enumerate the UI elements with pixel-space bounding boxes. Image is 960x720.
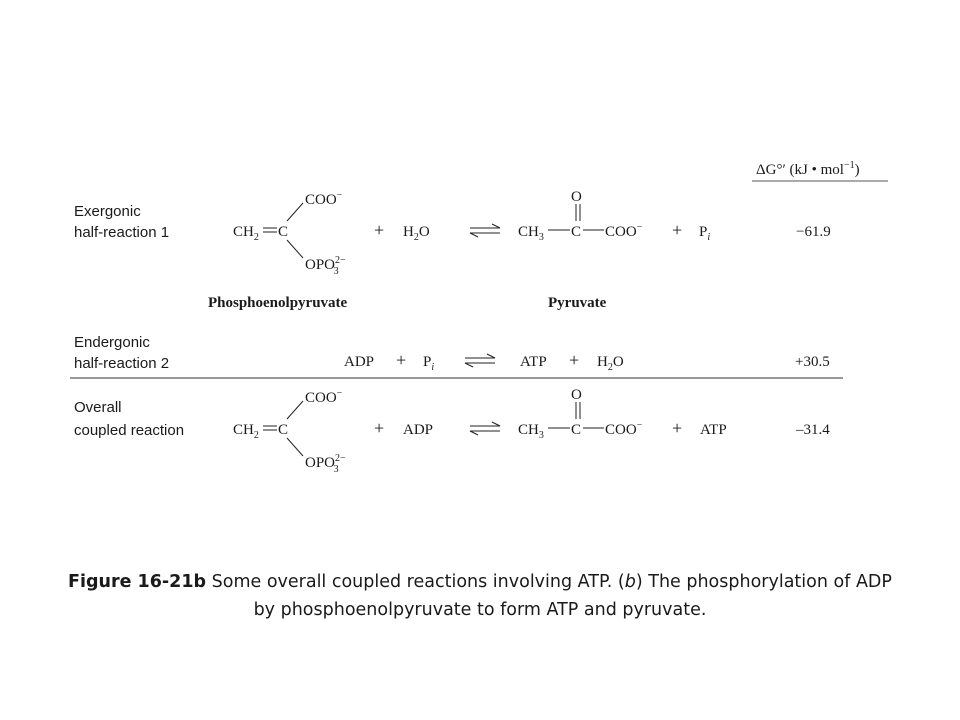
svg-text:C: C (571, 224, 582, 240)
svg-text:OPO2−3: $OPO^{2-}$ 3 (305, 255, 346, 277)
svg-text:COO−: COO− (605, 222, 643, 240)
svg-text:O: O (571, 189, 582, 205)
svg-text:COO−: COO− (305, 190, 343, 208)
phosphoenolpyruvate-structure (233, 190, 346, 277)
caption-text-2: ) The phosphorylation of ADP by phosphoenolpyruvate to form ATP and pyruvate. (253, 572, 892, 620)
water: $H_2O$ (597, 354, 624, 373)
phosphoenolpyruvate-structure (233, 388, 346, 475)
plus-sign: + (672, 418, 683, 438)
row-1-dg-value: −61.9 (796, 224, 831, 240)
svg-text:CH3: $CH_3$ (518, 422, 544, 441)
row-3-label-line1: Overall (74, 399, 122, 416)
plus-sign: + (569, 350, 580, 370)
svg-text:C: C (278, 422, 289, 438)
caption-italic: b (624, 572, 636, 592)
row-2-label-line2: half-reaction 2 (74, 355, 170, 372)
adp: ADP (403, 422, 434, 438)
svg-text:CH2: $CH_2$ (233, 422, 259, 441)
figure-caption (60, 568, 900, 624)
row-exergonic (74, 189, 831, 311)
row-2-dg-value: +30.5 (795, 354, 830, 370)
row-1-label-line2: half-reaction 1 (74, 224, 170, 241)
plus-sign: + (374, 418, 385, 438)
dg-header (752, 160, 888, 181)
row-overall (74, 387, 830, 475)
svg-text:CH2: $CH_2$ (233, 224, 259, 243)
adp: ADP (344, 354, 375, 370)
dg-header-close: ) (854, 162, 860, 178)
svg-text:C: C (278, 224, 289, 240)
svg-text:CH3: $CH_3$ (518, 224, 544, 243)
svg-text:ΔG°′ (kJ • mol−1) (756, 160, 860, 178)
inorganic-phosphate: $P_i$ (423, 354, 435, 373)
atp: ATP (520, 354, 547, 370)
water: $H_2O$ (403, 224, 430, 243)
svg-text:OPO2−3: $OPO^{2-}$ 3 (305, 453, 346, 475)
svg-text:COO−: COO− (605, 420, 643, 438)
plus-sign: + (374, 220, 385, 240)
equilibrium-arrow (470, 422, 500, 435)
svg-text:C: C (571, 422, 582, 438)
pyruvate-structure (518, 189, 643, 243)
row-3-label-line2: coupled reaction (74, 422, 185, 439)
inorganic-phosphate: $P_i$ (699, 224, 711, 243)
caption-figure-number: Figure 16-21b (68, 572, 207, 592)
dg-header-exponent: −1 (843, 160, 855, 171)
plus-sign: + (396, 350, 407, 370)
caption-text-1: Some overall coupled reactions involving ATP. ( (206, 572, 625, 592)
pyruvate-structure (518, 387, 643, 441)
pyruvate-name: Pyruvate (548, 295, 607, 311)
svg-text:COO−: COO− (305, 388, 343, 406)
equilibrium-arrow (470, 224, 500, 237)
svg-text:O: O (571, 387, 582, 403)
plus-sign: + (672, 220, 683, 240)
atp: ATP (700, 422, 727, 438)
phosphoenolpyruvate-name: Phosphoenolpyruvate (208, 295, 348, 311)
row-1-label-line1: Exergonic (74, 203, 141, 220)
dg-header-label: ΔG°′ (kJ • mol (756, 162, 844, 178)
row-2-label-line1: Endergonic (74, 334, 150, 351)
equilibrium-arrow (465, 354, 495, 367)
row-3-dg-value: –31.4 (796, 422, 830, 438)
row-endergonic (74, 334, 830, 373)
